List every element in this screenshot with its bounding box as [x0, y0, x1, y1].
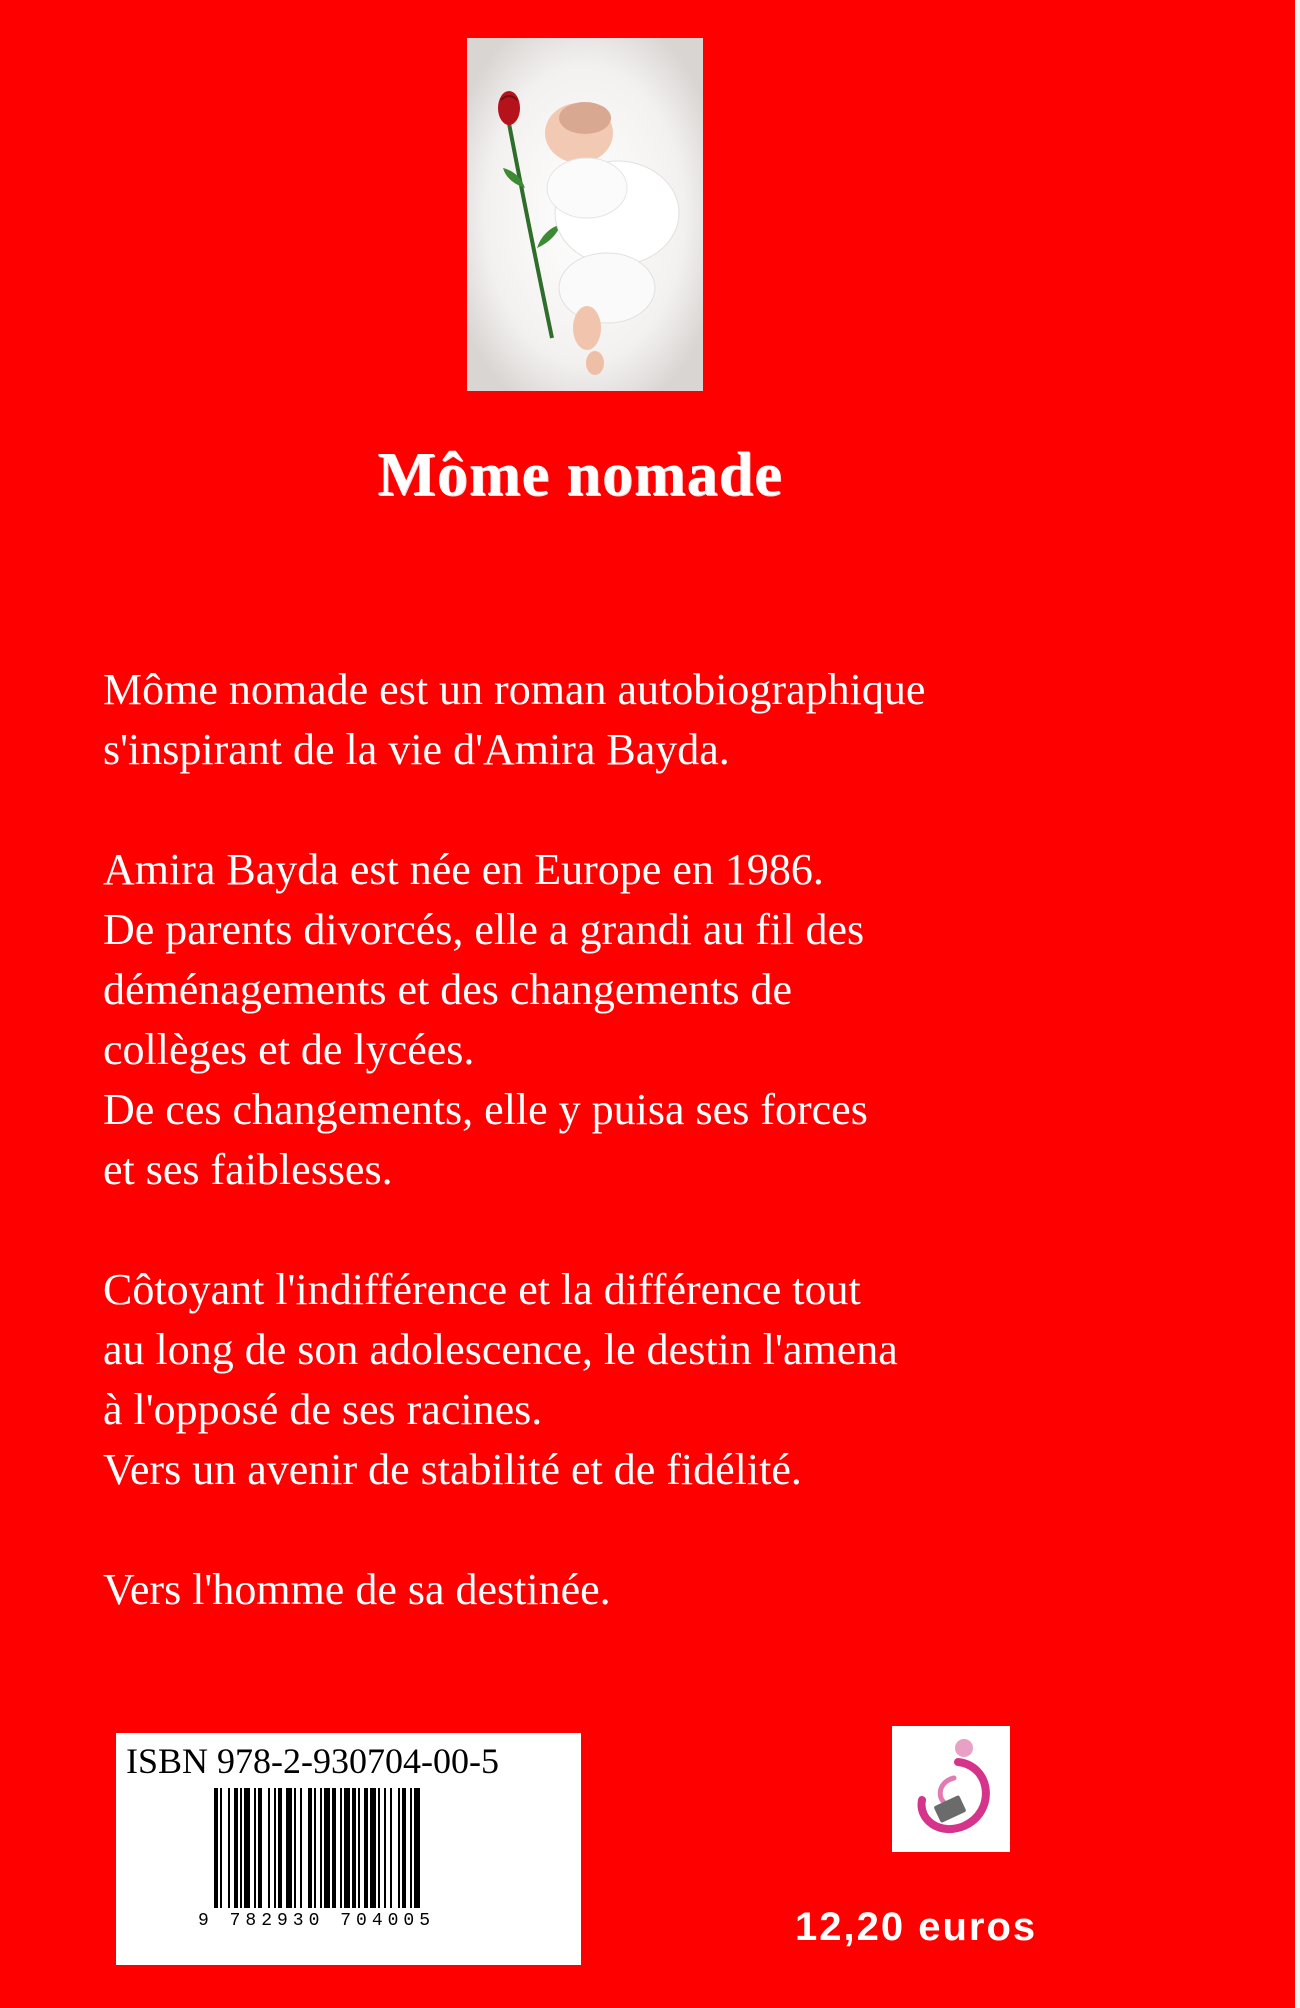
barcode-bar: [344, 1788, 350, 1908]
blurb-line: s'inspirant de la vie d'Amira Bayda.: [103, 725, 730, 774]
blurb-line: De ces changements, elle y puisa ses forces: [103, 1085, 868, 1134]
barcode-bar: [220, 1788, 222, 1908]
baby-with-rose-photo: [467, 38, 703, 391]
barcode-bar: [228, 1788, 230, 1908]
barcode-bar: [340, 1788, 342, 1908]
barcode-bar: [378, 1788, 380, 1908]
book-title: Môme nomade: [377, 441, 783, 509]
barcode-bar: [240, 1788, 242, 1908]
blurb-line: et ses faiblesses.: [103, 1145, 393, 1194]
barcode-bar: [268, 1788, 270, 1908]
blurb-line: Vers un avenir de stabilité et de fidélité.: [103, 1445, 802, 1494]
barcode-bar: [274, 1788, 276, 1908]
barcode-bar: [364, 1788, 368, 1908]
blurb-line: collèges et de lycées.: [103, 1025, 475, 1074]
publisher-logo-icon: [892, 1726, 1010, 1852]
right-edge: [1295, 0, 1300, 2008]
barcode-bar: [402, 1788, 406, 1908]
barcode-bar: [300, 1788, 302, 1908]
barcode-bar: [294, 1788, 296, 1908]
isbn-barcode: [116, 1733, 581, 1965]
barcode-bar: [320, 1788, 322, 1908]
barcode-digits: 9 782930 704005: [198, 1911, 436, 1931]
barcode-bar: [314, 1788, 316, 1908]
barcode-bar: [332, 1788, 336, 1908]
barcode-bar: [324, 1788, 330, 1908]
barcode-bar: [414, 1788, 420, 1908]
barcode-bar: [214, 1788, 218, 1908]
barcode-bar: [254, 1788, 256, 1908]
barcode-bar: [258, 1788, 262, 1908]
barcode-bar: [410, 1788, 412, 1908]
barcode-bar: [358, 1788, 360, 1908]
price: 12,20 euros: [795, 1905, 1038, 1949]
blurb-line: Amira Bayda est née en Europe en 1986.: [103, 845, 824, 894]
barcode-bar: [370, 1788, 376, 1908]
blurb-line: De parents divorcés, elle a grandi au fil des: [103, 905, 865, 954]
barcode-bar: [234, 1788, 238, 1908]
barcode-bar: [308, 1788, 312, 1908]
barcode-bar: [398, 1788, 400, 1908]
blurb-line: Môme nomade est un roman autobiographique: [103, 665, 926, 714]
publisher-logo: [892, 1726, 1010, 1852]
barcode-bar: [352, 1788, 356, 1908]
barcode-bar: [384, 1788, 386, 1908]
barcode-bar: [286, 1788, 292, 1908]
blurb-line: au long de son adolescence, le destin l'amena: [103, 1325, 898, 1374]
blurb-line: Vers l'homme de sa destinée.: [103, 1565, 611, 1614]
blurb-line: déménagements et des changements de: [103, 965, 793, 1014]
isbn-label: ISBN 978-2-930704-00-5: [126, 1741, 499, 1781]
photo-illustration: [467, 38, 703, 391]
barcode-bar: [390, 1788, 392, 1908]
barcode-bar: [244, 1788, 250, 1908]
blurb-line: Côtoyant l'indifférence et la différence tout: [103, 1265, 861, 1314]
blurb-line: à l'opposé de ses racines.: [103, 1385, 543, 1434]
back-cover-blurb: [103, 660, 1203, 1620]
barcode-bar: [278, 1788, 282, 1908]
